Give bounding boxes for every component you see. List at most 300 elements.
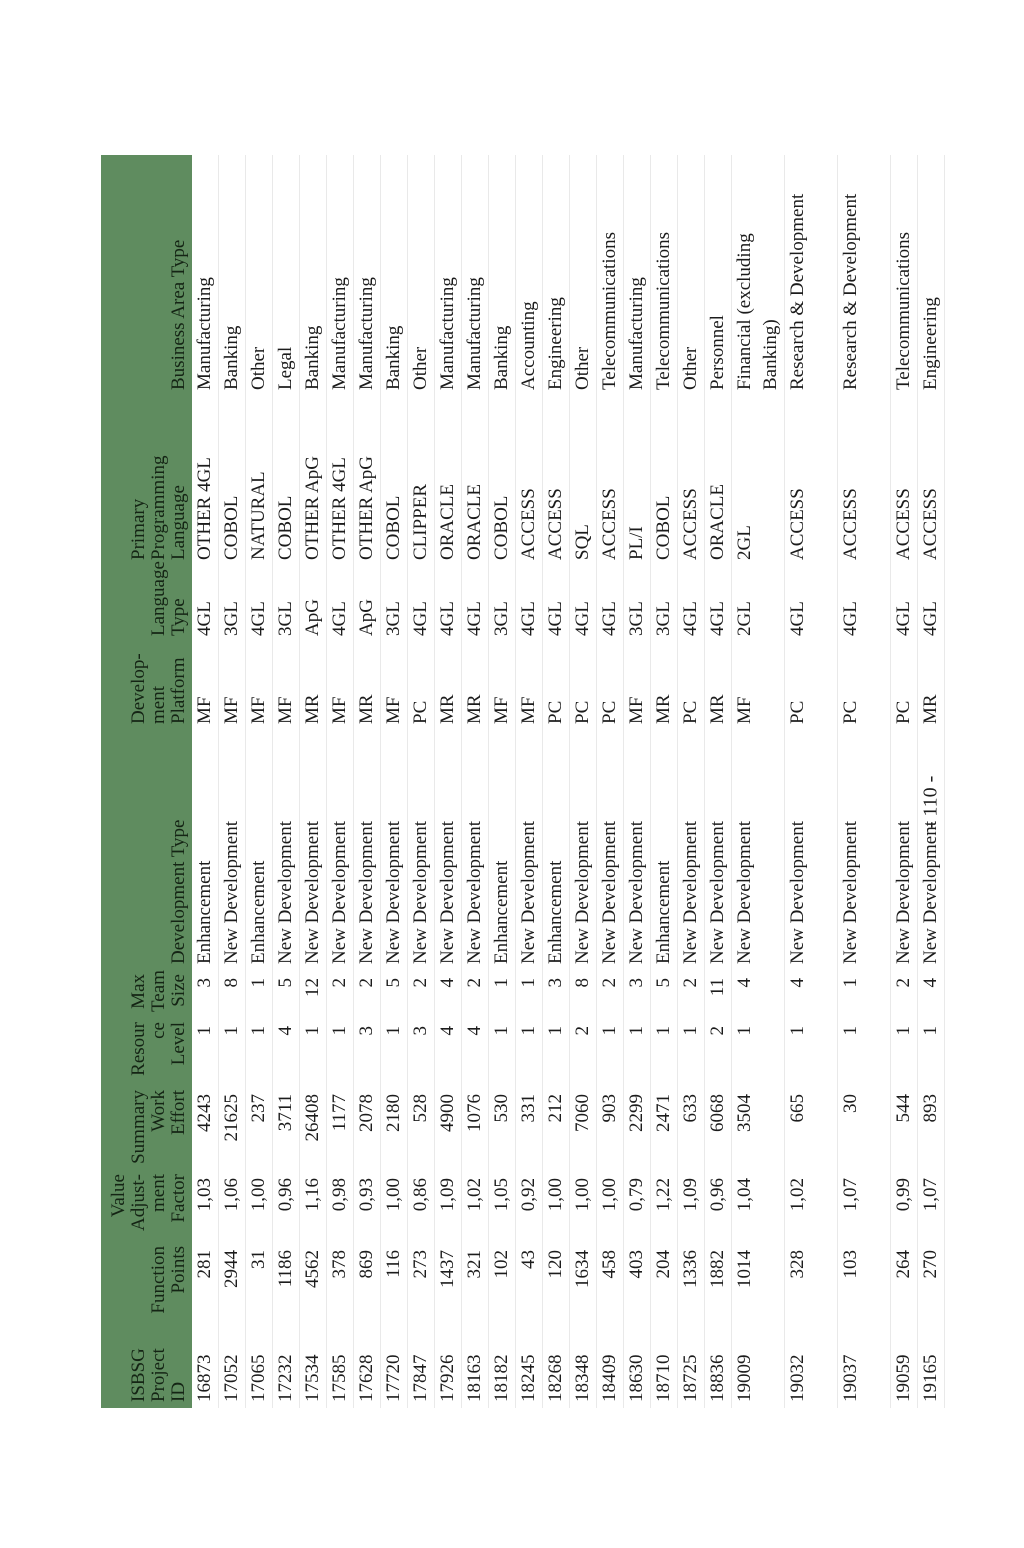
cell-development-platform: MF [327, 642, 354, 730]
cell-primary-programming-language: SQL [570, 396, 597, 566]
cell-resource-level: 1 [732, 1018, 785, 1086]
cell-function-points: 328 [785, 1242, 838, 1320]
cell-development-platform: PC [570, 642, 597, 730]
cell-development-platform: PC [838, 642, 891, 730]
cell-max-team-size: 3 [543, 970, 570, 1018]
cell-language-type: 4GL [570, 566, 597, 642]
cell-primary-programming-language: ACCESS [891, 396, 918, 566]
cell-resource-level: 1 [381, 1018, 408, 1086]
cell-development-type: New Development [678, 730, 705, 970]
cell-summary-work-effort: 1177 [327, 1086, 354, 1170]
table-row [543, 155, 570, 1408]
header-line: Team [148, 970, 169, 1012]
cell-summary-work-effort: 2078 [354, 1086, 381, 1170]
cell-summary-work-effort: 6068 [705, 1086, 732, 1170]
table-row [435, 155, 462, 1408]
header-line: Platform [168, 657, 189, 724]
header-line: ment [148, 686, 169, 724]
table-row [327, 155, 354, 1408]
cell-primary-programming-language: COBOL [489, 396, 516, 566]
cell-project-id: 17847 [408, 1320, 435, 1408]
cell-max-team-size: 11 [705, 970, 732, 1018]
cell-business-area-type: Telecommunications [891, 155, 918, 396]
cell-primary-programming-language: COBOL [273, 396, 300, 566]
cell-language-type: 4GL [327, 566, 354, 642]
cell-primary-programming-language: ORACLE [462, 396, 489, 566]
cell-primary-programming-language: PL/I [624, 396, 651, 566]
cell-value-adjustment-factor: 1,04 [732, 1170, 785, 1242]
cell-development-type: Enhancement [192, 730, 219, 970]
cell-resource-level: 1 [678, 1018, 705, 1086]
cell-development-platform: PC [408, 642, 435, 730]
table-header-row [101, 155, 192, 1408]
cell-function-points: 1634 [570, 1242, 597, 1320]
cell-project-id: 17926 [435, 1320, 462, 1408]
cell-language-type: 4GL [408, 566, 435, 642]
cell-max-team-size: 2 [354, 970, 381, 1018]
cell-business-area-type: Personnel [705, 155, 732, 396]
cell-business-area-type: Telecommunications [597, 155, 624, 396]
cell-development-platform: MF [624, 642, 651, 730]
cell-value-adjustment-factor: 1,09 [678, 1170, 705, 1242]
cell-language-type: 4GL [705, 566, 732, 642]
cell-value-adjustment-factor: 0,96 [705, 1170, 732, 1242]
cell-function-points: 321 [462, 1242, 489, 1320]
cell-project-id: 18348 [570, 1320, 597, 1408]
table-row [838, 155, 891, 1408]
cell-language-type: 3GL [624, 566, 651, 642]
cell-resource-level: 1 [192, 1018, 219, 1086]
cell-project-id: 17585 [327, 1320, 354, 1408]
cell-language-type: 3GL [273, 566, 300, 642]
cell-function-points: 116 [381, 1242, 408, 1320]
cell-project-id: 17720 [381, 1320, 408, 1408]
cell-resource-level: 2 [570, 1018, 597, 1086]
cell-development-platform: MF [246, 642, 273, 730]
cell-value-adjustment-factor: 1,07 [918, 1170, 945, 1242]
header-language-type [101, 561, 192, 642]
header-line: Type [168, 598, 189, 636]
cell-development-platform: MF [219, 642, 246, 730]
cell-max-team-size: 4 [785, 970, 838, 1018]
cell-resource-level: 1 [624, 1018, 651, 1086]
table-row [273, 155, 300, 1408]
table-row [624, 155, 651, 1408]
table-row [462, 155, 489, 1408]
cell-development-type: New Development [381, 730, 408, 970]
cell-primary-programming-language: ACCESS [785, 396, 838, 566]
header-line: Max [128, 974, 149, 1009]
cell-primary-programming-language: ACCESS [678, 396, 705, 566]
cell-resource-level: 1 [838, 1018, 891, 1086]
cell-summary-work-effort: 2180 [381, 1086, 408, 1170]
header-max-team-size [101, 970, 192, 1018]
cell-max-team-size: 5 [273, 970, 300, 1018]
cell-language-type: ApG [354, 566, 381, 642]
cell-summary-work-effort: 2471 [651, 1086, 678, 1170]
cell-max-team-size: 2 [327, 970, 354, 1018]
header-line: Resour [128, 1022, 149, 1076]
cell-development-type: New Development [462, 730, 489, 970]
cell-function-points: 1882 [705, 1242, 732, 1320]
cell-function-points: 869 [354, 1242, 381, 1320]
cell-development-type: New Development [300, 730, 327, 970]
cell-primary-programming-language: COBOL [219, 396, 246, 566]
cell-value-adjustment-factor: 1,00 [543, 1170, 570, 1242]
cell-development-platform: PC [891, 642, 918, 730]
cell-resource-level: 1 [543, 1018, 570, 1086]
cell-primary-programming-language: ACCESS [516, 396, 543, 566]
header-line: Development Type [168, 819, 189, 964]
cell-resource-level: 4 [435, 1018, 462, 1086]
cell-summary-work-effort: 544 [891, 1086, 918, 1170]
cell-business-area-type: Manufacturing [192, 155, 219, 396]
table-row [516, 155, 543, 1408]
cell-function-points: 1186 [273, 1242, 300, 1320]
cell-development-platform: MF [381, 642, 408, 730]
cell-primary-programming-language: NATURAL [246, 396, 273, 566]
cell-function-points: 1336 [678, 1242, 705, 1320]
cell-resource-level: 1 [918, 1018, 945, 1086]
header-primary-programming-language [101, 396, 192, 566]
cell-function-points: 378 [327, 1242, 354, 1320]
cell-language-type: 4GL [678, 566, 705, 642]
cell-value-adjustment-factor: 0,79 [624, 1170, 651, 1242]
cell-language-type: ApG [300, 566, 327, 642]
header-line: ce Level [148, 1022, 189, 1066]
cell-resource-level: 1 [785, 1018, 838, 1086]
cell-language-type: 4GL [891, 566, 918, 642]
header-business-area-type [101, 155, 192, 396]
cell-function-points: 270 [918, 1242, 945, 1320]
cell-resource-level: 1 [597, 1018, 624, 1086]
cell-primary-programming-language: ACCESS [597, 396, 624, 566]
cell-summary-work-effort: 26408 [300, 1086, 327, 1170]
cell-project-id: 17534 [300, 1320, 327, 1408]
cell-development-type: New Development [354, 730, 381, 970]
cell-function-points: 102 [489, 1242, 516, 1320]
table-row [408, 155, 435, 1408]
table-row [678, 155, 705, 1408]
cell-function-points: 403 [624, 1242, 651, 1320]
cell-max-team-size: 2 [408, 970, 435, 1018]
table-row [300, 155, 327, 1408]
cell-project-id: 16873 [192, 1320, 219, 1408]
header-line: Effort [168, 1090, 189, 1136]
cell-summary-work-effort: 331 [516, 1086, 543, 1170]
cell-business-area-type: Banking [300, 155, 327, 396]
cell-project-id: 19165 [918, 1320, 945, 1408]
cell-max-team-size: 3 [192, 970, 219, 1018]
cell-primary-programming-language: COBOL [381, 396, 408, 566]
cell-primary-programming-language: ORACLE [705, 396, 732, 566]
cell-value-adjustment-factor: 1,22 [651, 1170, 678, 1242]
cell-max-team-size: 2 [462, 970, 489, 1018]
cell-summary-work-effort: 4900 [435, 1086, 462, 1170]
page-number-text: - 110 - [919, 775, 942, 829]
cell-summary-work-effort: 4243 [192, 1086, 219, 1170]
table-row [570, 155, 597, 1408]
cell-business-area-type: Banking [381, 155, 408, 396]
cell-development-type: New Development [732, 730, 785, 970]
cell-primary-programming-language: ACCESS [918, 396, 945, 566]
cell-development-platform: MF [192, 642, 219, 730]
cell-max-team-size: 4 [918, 970, 945, 1018]
cell-value-adjustment-factor: 1,00 [246, 1170, 273, 1242]
cell-business-area-type: Manufacturing [624, 155, 651, 396]
cell-project-id: 18630 [624, 1320, 651, 1408]
cell-resource-level: 3 [408, 1018, 435, 1086]
cell-business-area-type: Manufacturing [435, 155, 462, 396]
cell-business-area-type: Other [408, 155, 435, 396]
header-line: Work [148, 1090, 169, 1132]
cell-value-adjustment-factor: 1,03 [192, 1170, 219, 1242]
cell-project-id: 17628 [354, 1320, 381, 1408]
cell-summary-work-effort: 7060 [570, 1086, 597, 1170]
cell-development-type: New Development [785, 730, 838, 970]
header-line: Value [108, 1174, 129, 1218]
cell-summary-work-effort: 237 [246, 1086, 273, 1170]
cell-development-type: New Development [597, 730, 624, 970]
cell-development-type: New Development [408, 730, 435, 970]
cell-value-adjustment-factor: 1,07 [838, 1170, 891, 1242]
header-line: Language [168, 485, 189, 560]
header-line: Business Area Type [168, 239, 189, 390]
cell-function-points: 273 [408, 1242, 435, 1320]
cell-business-area-type: Other [678, 155, 705, 396]
cell-language-type: 3GL [489, 566, 516, 642]
cell-business-area-type: Research & Development [838, 155, 891, 396]
header-line: Develop- [128, 653, 149, 724]
cell-project-id: 19059 [891, 1320, 918, 1408]
cell-project-id: 17052 [219, 1320, 246, 1408]
cell-development-type: New Development [918, 730, 945, 970]
cell-max-team-size: 1 [246, 970, 273, 1018]
cell-project-id: 18725 [678, 1320, 705, 1408]
cell-project-id: 19032 [785, 1320, 838, 1408]
cell-resource-level: 3 [354, 1018, 381, 1086]
cell-max-team-size: 5 [651, 970, 678, 1018]
cell-business-area-type: Other [246, 155, 273, 396]
cell-language-type: 4GL [192, 566, 219, 642]
cell-language-type: 4GL [838, 566, 891, 642]
header-line: Size [168, 974, 189, 1007]
cell-language-type: 4GL [516, 566, 543, 642]
table-row [597, 155, 624, 1408]
table-row [354, 155, 381, 1408]
cell-function-points: 1014 [732, 1242, 785, 1320]
cell-max-team-size: 4 [732, 970, 785, 1018]
cell-summary-work-effort: 2299 [624, 1086, 651, 1170]
cell-value-adjustment-factor: 0,98 [327, 1170, 354, 1242]
cell-value-adjustment-factor: 1,16 [300, 1170, 327, 1242]
table-row [489, 155, 516, 1408]
cell-resource-level: 2 [705, 1018, 732, 1086]
cell-project-id: 19009 [732, 1320, 785, 1408]
cell-project-id: 18182 [489, 1320, 516, 1408]
cell-development-platform: MF [732, 642, 785, 730]
cell-language-type: 4GL [246, 566, 273, 642]
cell-resource-level: 1 [219, 1018, 246, 1086]
cell-max-team-size: 1 [838, 970, 891, 1018]
cell-summary-work-effort: 30 [838, 1086, 891, 1170]
cell-summary-work-effort: 633 [678, 1086, 705, 1170]
cell-max-team-size: 5 [381, 970, 408, 1018]
cell-project-id: 18163 [462, 1320, 489, 1408]
cell-language-type: 2GL [732, 566, 785, 642]
cell-primary-programming-language: OTHER ApG [354, 396, 381, 566]
cell-value-adjustment-factor: 0,86 [408, 1170, 435, 1242]
cell-summary-work-effort: 893 [918, 1086, 945, 1170]
cell-business-area-type: Legal [273, 155, 300, 396]
cell-business-area-type: Banking [489, 155, 516, 396]
cell-resource-level: 1 [489, 1018, 516, 1086]
cell-development-platform: PC [785, 642, 838, 730]
cell-function-points: 281 [192, 1242, 219, 1320]
table-row [785, 155, 838, 1408]
cell-value-adjustment-factor: 0,92 [516, 1170, 543, 1242]
cell-development-platform: MR [918, 642, 945, 730]
cell-value-adjustment-factor: 1,02 [462, 1170, 489, 1242]
cell-development-platform: MR [462, 642, 489, 730]
header-line: ment [148, 1174, 169, 1212]
cell-primary-programming-language: ACCESS [543, 396, 570, 566]
cell-summary-work-effort: 21625 [219, 1086, 246, 1170]
cell-project-id: 17065 [246, 1320, 273, 1408]
cell-max-team-size: 2 [678, 970, 705, 1018]
cell-development-platform: PC [597, 642, 624, 730]
cell-primary-programming-language: OTHER 4GL [327, 396, 354, 566]
cell-summary-work-effort: 1076 [462, 1086, 489, 1170]
cell-language-type: 4GL [462, 566, 489, 642]
cell-function-points: 120 [543, 1242, 570, 1320]
cell-business-area-type: Banking [219, 155, 246, 396]
cell-business-area-type: Engineering [918, 155, 945, 396]
cell-resource-level: 1 [246, 1018, 273, 1086]
cell-language-type: 4GL [785, 566, 838, 642]
cell-max-team-size: 1 [516, 970, 543, 1018]
cell-summary-work-effort: 903 [597, 1086, 624, 1170]
cell-primary-programming-language: OTHER ApG [300, 396, 327, 566]
cell-function-points: 2944 [219, 1242, 246, 1320]
cell-function-points: 264 [891, 1242, 918, 1320]
cell-value-adjustment-factor: 0,99 [891, 1170, 918, 1242]
cell-resource-level: 1 [300, 1018, 327, 1086]
cell-summary-work-effort: 212 [543, 1086, 570, 1170]
cell-summary-work-effort: 665 [785, 1086, 838, 1170]
cell-value-adjustment-factor: 0,93 [354, 1170, 381, 1242]
header-project-id [101, 1320, 192, 1408]
cell-summary-work-effort: 528 [408, 1086, 435, 1170]
cell-development-platform: MF [273, 642, 300, 730]
cell-business-area-type: Manufacturing [354, 155, 381, 396]
cell-development-platform: PC [543, 642, 570, 730]
cell-development-type: Enhancement [651, 730, 678, 970]
cell-business-area-type: Manufacturing [462, 155, 489, 396]
cell-max-team-size: 4 [435, 970, 462, 1018]
header-line: ISBSG [128, 1348, 149, 1402]
cell-primary-programming-language: CLIPPER [408, 396, 435, 566]
cell-primary-programming-language: ACCESS [838, 396, 891, 566]
cell-value-adjustment-factor: 1,00 [597, 1170, 624, 1242]
header-line: Programming [148, 455, 169, 560]
cell-function-points: 103 [838, 1242, 891, 1320]
table-row [381, 155, 408, 1408]
header-line: Primary [128, 498, 149, 560]
cell-language-type: 4GL [918, 566, 945, 642]
header-summary-work-effort [101, 1086, 192, 1170]
header-line: Language [148, 561, 169, 636]
table-row [891, 155, 918, 1408]
cell-development-type: New Development [219, 730, 246, 970]
cell-function-points: 31 [246, 1242, 273, 1320]
table-row [192, 155, 219, 1408]
cell-value-adjustment-factor: 1,02 [785, 1170, 838, 1242]
cell-language-type: 4GL [597, 566, 624, 642]
cell-summary-work-effort: 530 [489, 1086, 516, 1170]
rotated-page [101, 155, 941, 1408]
cell-project-id: 19037 [838, 1320, 891, 1408]
cell-business-area-type: Telecommunications [651, 155, 678, 396]
cell-business-area-type: Research & Development [785, 155, 838, 396]
cell-development-type: New Development [435, 730, 462, 970]
cell-business-area-type: Financial (excluding Banking) [732, 155, 785, 396]
cell-business-area-type: Accounting [516, 155, 543, 396]
table-body [192, 155, 945, 1408]
cell-development-platform: MR [354, 642, 381, 730]
cell-max-team-size: 8 [570, 970, 597, 1018]
cell-resource-level: 1 [891, 1018, 918, 1086]
cell-value-adjustment-factor: 1,09 [435, 1170, 462, 1242]
table-row [732, 155, 785, 1408]
cell-primary-programming-language: OTHER 4GL [192, 396, 219, 566]
cell-resource-level: 4 [462, 1018, 489, 1086]
cell-project-id: 18836 [705, 1320, 732, 1408]
table-row [246, 155, 273, 1408]
cell-project-id: 18268 [543, 1320, 570, 1408]
header-development-type [101, 730, 192, 970]
cell-development-type: New Development [838, 730, 891, 970]
cell-value-adjustment-factor: 1,05 [489, 1170, 516, 1242]
cell-max-team-size: 8 [219, 970, 246, 1018]
table-row [219, 155, 246, 1408]
cell-development-type: New Development [891, 730, 918, 970]
header-line: Adjust- [128, 1174, 149, 1231]
cell-primary-programming-language: ORACLE [435, 396, 462, 566]
cell-business-area-type: Engineering [543, 155, 570, 396]
cell-function-points: 1437 [435, 1242, 462, 1320]
header-value-adjustment-factor [101, 1170, 192, 1242]
cell-development-platform: MR [651, 642, 678, 730]
header-resource-level [101, 1018, 192, 1086]
header-line: ID [168, 1381, 189, 1402]
cell-function-points: 204 [651, 1242, 678, 1320]
cell-development-type: New Development [273, 730, 300, 970]
cell-summary-work-effort: 3504 [732, 1086, 785, 1170]
table-row [651, 155, 678, 1408]
isbsg-project-table [101, 155, 945, 1408]
header-line: Function [148, 1246, 169, 1314]
cell-project-id: 18245 [516, 1320, 543, 1408]
cell-business-area-type: Manufacturing [327, 155, 354, 396]
cell-project-id: 18409 [597, 1320, 624, 1408]
cell-language-type: 3GL [219, 566, 246, 642]
cell-development-platform: MR [300, 642, 327, 730]
cell-function-points: 4562 [300, 1242, 327, 1320]
cell-max-team-size: 12 [300, 970, 327, 1018]
cell-value-adjustment-factor: 1,00 [381, 1170, 408, 1242]
cell-max-team-size: 1 [489, 970, 516, 1018]
